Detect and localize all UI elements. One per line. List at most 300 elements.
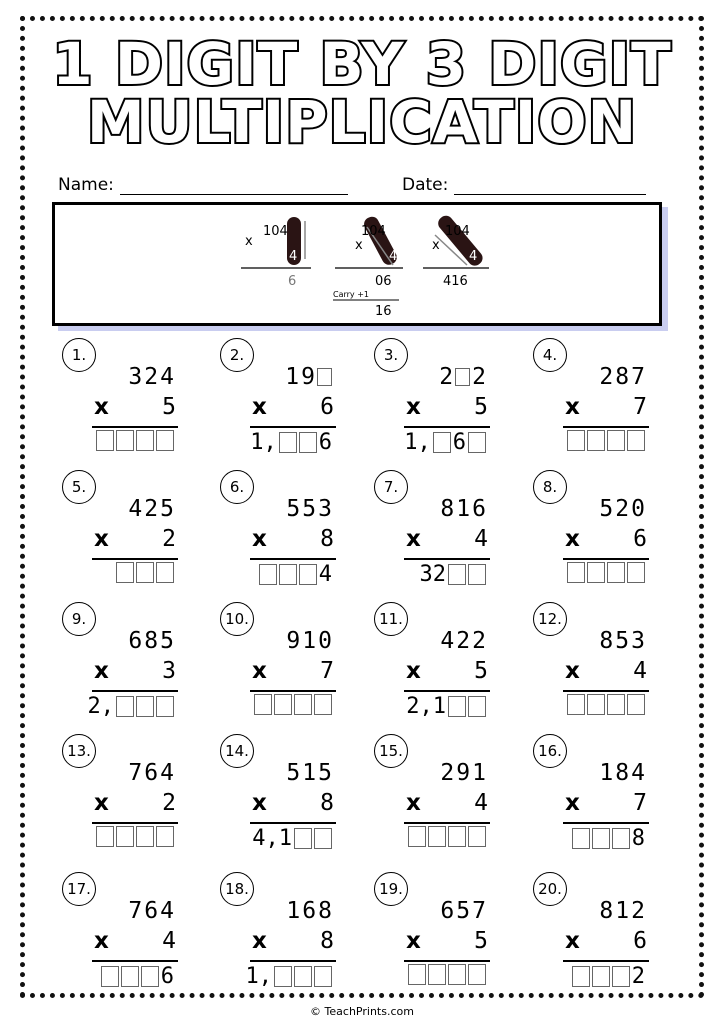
name-line[interactable] [120,178,348,195]
answer-line [563,690,649,692]
multiplier-row [252,658,334,684]
answer-line [250,426,336,428]
answer-box[interactable] [299,432,317,453]
answer-row [96,430,176,451]
problem-number: 8. [533,470,567,504]
answer-box[interactable] [587,562,605,583]
digit: 1 [302,628,319,654]
answer-line [404,558,490,560]
problem-number: 7. [374,470,408,504]
svg-text:4: 4 [289,249,298,264]
answer-given-digits: 1, [404,430,431,455]
digit: 5 [302,496,319,522]
problem-number: 13. [62,734,96,768]
answer-box[interactable] [587,430,605,451]
missing-digit-box[interactable] [455,368,470,386]
digit: 4 [160,760,176,786]
answer-box[interactable] [156,562,174,583]
answer-row [116,562,176,583]
answer-box[interactable] [116,430,134,451]
date-field[interactable] [402,175,646,195]
answer-box[interactable] [279,432,297,453]
times-sign: x [565,658,580,684]
problem-10 [220,602,350,722]
multiplicand [128,628,176,654]
answer-line [92,960,178,962]
problem-number: 17. [62,872,96,906]
multiplicand [599,760,647,786]
answer-box[interactable] [136,696,154,717]
answer-box[interactable] [572,828,590,849]
times-sign: x [565,790,580,816]
answer-box[interactable] [468,432,486,453]
multiplier: 5 [474,658,488,684]
answer-line [250,690,336,692]
multiplier: 7 [633,394,647,420]
times-sign: x [94,658,109,684]
digit: 2 [456,628,473,654]
answer-box[interactable] [156,696,174,717]
problem-8 [533,470,663,590]
answer-box[interactable] [116,696,134,717]
multiplier: 5 [474,394,488,420]
answer-box[interactable] [587,694,605,715]
answer-given-digits: 8 [631,826,645,851]
problem-number: 3. [374,338,408,372]
problem-16 [533,734,663,854]
multiplicand [599,628,647,654]
answer-box[interactable] [314,966,332,987]
multiplicand [286,898,334,924]
problem-15 [374,734,504,854]
answer-line [404,960,490,962]
digit: 6 [472,496,488,522]
title-line-1: 1 DIGIT BY 3 DIGIT [52,30,672,98]
svg-text:x: x [355,238,363,253]
answer-box[interactable] [136,826,154,847]
answer-given-digits: 4 [318,562,332,587]
answer-box[interactable] [96,826,114,847]
problem-number: 20. [533,872,567,906]
answer-line [563,426,649,428]
digit: 4 [128,496,145,522]
answer-box[interactable] [294,828,312,849]
answer-given-digits: 6 [160,964,174,989]
date-line[interactable] [454,178,646,195]
times-sign: x [406,658,421,684]
answer-box[interactable] [448,564,466,585]
answer-box[interactable] [567,694,585,715]
footer-credit: © TeachPrints.com [310,1005,414,1018]
answer-row [408,964,488,985]
multiplier: 4 [633,658,647,684]
digit: 6 [128,628,145,654]
answer-row [567,430,647,451]
problem-number: 1. [62,338,96,372]
answer-box[interactable] [314,828,332,849]
digit: 5 [456,898,473,924]
answer-line [404,690,490,692]
answer-box[interactable] [156,430,174,451]
problem-20 [533,872,663,992]
multiplier: 6 [633,526,647,552]
multiplicand [599,898,647,924]
answer-box[interactable] [433,432,451,453]
multiplier-row [252,394,334,420]
multiplicand [599,364,647,390]
answer-box[interactable] [468,826,486,847]
multiplier: 2 [162,790,176,816]
answer-box[interactable] [116,826,134,847]
answer-given-digits: 6 [452,430,466,455]
answer-row [420,562,489,587]
multiplier: 4 [162,928,176,954]
answer-box[interactable] [408,964,426,985]
answer-line [563,822,649,824]
multiplier-row [94,526,176,552]
answer-row [254,694,334,715]
multiplier: 8 [320,928,334,954]
multiplicand [286,628,334,654]
problem-number: 18. [220,872,254,906]
multiplicand [128,898,176,924]
answer-box[interactable] [294,966,312,987]
digit: 1 [285,364,302,390]
example-step-3 [423,213,489,289]
svg-text:x: x [245,234,253,249]
answer-box[interactable] [468,564,486,585]
svg-text:4: 4 [389,249,398,264]
multiplier-row [565,928,647,954]
digit: 3 [128,364,145,390]
digit: 8 [615,760,632,786]
answer-line [563,960,649,962]
digit: 5 [615,628,632,654]
digit: 9 [286,628,303,654]
digit: 4 [160,364,176,390]
digit: 2 [599,364,616,390]
example-step-1 [241,217,311,289]
digit: 4 [160,898,176,924]
digit: 1 [599,760,616,786]
digit: 4 [440,628,457,654]
digit: 8 [318,898,334,924]
digit: 8 [599,898,616,924]
problem-19 [374,872,504,992]
multiplier-row [406,928,488,954]
title-line-2: MULTIPLICATION [86,88,638,156]
svg-text:416: 416 [443,274,468,289]
digit: 8 [440,496,457,522]
problem-1 [62,338,192,458]
svg-text:4: 4 [469,249,478,264]
answer-box[interactable] [279,564,297,585]
answer-box[interactable] [572,966,590,987]
problem-5 [62,470,192,590]
answer-box[interactable] [428,826,446,847]
multiplier: 5 [162,394,176,420]
digit: 2 [144,364,161,390]
problem-number: 4. [533,338,567,372]
multiplier: 3 [162,658,176,684]
answer-box[interactable] [612,828,630,849]
multiplicand [440,628,488,654]
answer-row [572,826,647,851]
digit: 9 [456,760,473,786]
answer-line [404,426,490,428]
multiplicand [128,364,176,390]
problem-4 [533,338,663,458]
times-sign: x [252,658,267,684]
svg-text:6: 6 [288,274,297,289]
answer-box[interactable] [607,562,625,583]
answer-box[interactable] [314,694,332,715]
problem-17 [62,872,192,992]
problem-9 [62,602,192,722]
digit: 5 [160,628,176,654]
multiplier: 8 [320,526,334,552]
problem-number: 12. [533,602,567,636]
answer-box[interactable] [136,430,154,451]
multiplier-row [94,790,176,816]
digit: 1 [302,760,319,786]
multiplier: 6 [633,928,647,954]
answer-box[interactable] [567,562,585,583]
digit: 2 [472,628,488,654]
answer-box[interactable] [254,694,272,715]
answer-box[interactable] [468,964,486,985]
problem-13 [62,734,192,854]
digit: 2 [472,364,488,390]
digit: 6 [144,898,161,924]
digit: 8 [599,628,616,654]
digit: 1 [286,898,303,924]
svg-text:Carry +1: Carry +1 [333,290,369,299]
digit: 5 [318,760,334,786]
multiplicand [286,760,334,786]
answer-box[interactable] [592,966,610,987]
multiplier: 7 [320,658,334,684]
times-sign: x [406,928,421,954]
answer-box[interactable] [274,694,292,715]
answer-box[interactable] [408,826,426,847]
digit: 7 [128,760,145,786]
multiplier-row [406,394,488,420]
answer-row [406,694,488,719]
answer-row [250,430,334,455]
multiplier-row [94,394,176,420]
multiplier: 5 [474,928,488,954]
svg-text:104: 104 [361,224,386,239]
digit: 1 [615,898,632,924]
answer-row [567,694,647,715]
multiplicand [286,496,334,522]
problem-number: 11. [374,602,408,636]
times-sign: x [252,928,267,954]
problem-6 [220,470,350,590]
digit: 8 [144,628,161,654]
answer-row [88,694,177,719]
answer-box[interactable] [592,828,610,849]
multiplier-row [252,928,334,954]
times-sign: x [406,394,421,420]
multiplier-row [252,526,334,552]
example-step-2 [333,214,403,319]
answer-line [92,558,178,560]
digit: 3 [318,496,334,522]
problem-number: 19. [374,872,408,906]
problem-number: 14. [220,734,254,768]
answer-line [92,426,178,428]
name-label: Name: [58,175,114,195]
answer-box[interactable] [294,694,312,715]
svg-text:06: 06 [375,274,392,289]
answer-row [408,826,488,847]
answer-row [252,826,334,851]
multiplier: 7 [633,790,647,816]
highlight-oval [435,213,485,269]
answer-box[interactable] [156,826,174,847]
answer-row [572,964,647,989]
answer-box[interactable] [121,966,139,987]
answer-row [246,964,335,989]
problem-14 [220,734,350,854]
multiplier: 2 [162,526,176,552]
digit: 5 [286,496,303,522]
multiplicand [128,760,176,786]
multiplier-row [565,394,647,420]
digit: 7 [128,898,145,924]
digit: 9 [301,364,317,390]
answer-row [404,430,488,455]
digit: 1 [456,496,473,522]
answer-box[interactable] [607,430,625,451]
times-sign: x [406,526,421,552]
answer-given-digits: 2,1 [406,694,446,719]
times-sign: x [94,526,109,552]
answer-box[interactable] [274,966,292,987]
multiplicand [599,496,647,522]
answer-box[interactable] [607,694,625,715]
multiplier-row [406,658,488,684]
answer-box[interactable] [627,430,645,451]
multiplier-row [565,790,647,816]
multiplicand [128,496,176,522]
answer-line [250,558,336,560]
answer-box[interactable] [627,694,645,715]
digit: 2 [615,496,632,522]
answer-box[interactable] [468,696,486,717]
digit: 2 [440,760,457,786]
problem-number: 9. [62,602,96,636]
answer-row [567,562,647,583]
multiplier: 4 [474,790,488,816]
digit: 8 [615,364,632,390]
problem-7 [374,470,504,590]
answer-line [250,960,336,962]
svg-text:16: 16 [375,304,392,319]
answer-box[interactable] [448,696,466,717]
digit: 6 [302,898,319,924]
digit: 4 [631,760,647,786]
multiplier-row [252,790,334,816]
answer-line [250,822,336,824]
times-sign: x [565,526,580,552]
answer-box[interactable] [299,564,317,585]
times-sign: x [252,526,267,552]
multiplicand [440,898,488,924]
times-sign: x [252,790,267,816]
multiplier: 6 [320,394,334,420]
answer-box[interactable] [116,562,134,583]
example-box [52,202,662,326]
answer-line [404,822,490,824]
problem-number: 10. [220,602,254,636]
answer-box[interactable] [136,562,154,583]
problem-number: 2. [220,338,254,372]
missing-digit-box[interactable] [317,368,332,386]
problem-3 [374,338,504,458]
multiplicand [439,364,488,390]
answer-box[interactable] [627,562,645,583]
problem-11 [374,602,504,722]
digit: 3 [631,628,647,654]
times-sign: x [406,790,421,816]
times-sign: x [94,928,109,954]
problem-number: 16. [533,734,567,768]
answer-box[interactable] [448,826,466,847]
digit: 0 [631,496,647,522]
multiplier-row [94,928,176,954]
answer-row [96,826,176,847]
times-sign: x [565,394,580,420]
digit: 6 [440,898,457,924]
answer-box[interactable] [141,966,159,987]
digit: 5 [599,496,616,522]
digit: 5 [286,760,303,786]
multiplicand [440,496,488,522]
multiplicand [440,760,488,786]
svg-text:x: x [432,238,440,253]
multiplier-row [94,658,176,684]
digit: 5 [160,496,176,522]
answer-line [92,690,178,692]
answer-box[interactable] [612,966,630,987]
answer-box[interactable] [259,564,277,585]
answer-box[interactable] [448,964,466,985]
answer-given-digits: 2 [631,964,645,989]
name-field[interactable] [58,175,348,195]
problem-number: 6. [220,470,254,504]
answer-box[interactable] [567,430,585,451]
answer-box[interactable] [428,964,446,985]
multiplier-row [406,526,488,552]
answer-box[interactable] [101,966,119,987]
multiplicand [285,364,334,390]
multiplier-row [565,526,647,552]
digit: 2 [144,496,161,522]
answer-box[interactable] [96,430,114,451]
digit: 2 [631,898,647,924]
multiplier: 8 [320,790,334,816]
problem-18 [220,872,350,992]
date-label: Date: [402,175,449,195]
problem-12 [533,602,663,722]
digit: 2 [439,364,456,390]
times-sign: x [94,790,109,816]
answer-given-digits: 32 [419,562,446,587]
times-sign: x [565,928,580,954]
